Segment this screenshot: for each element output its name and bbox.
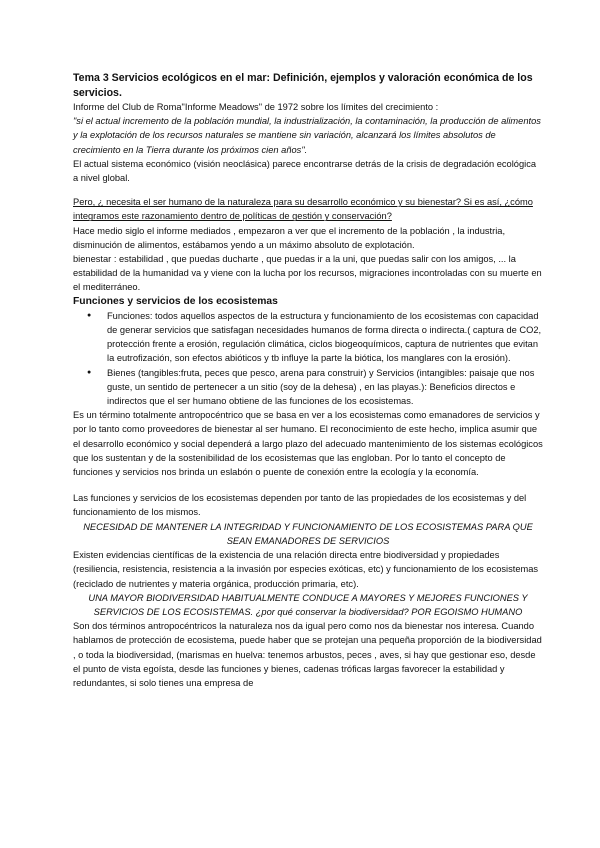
paragraph-antropocentrico: Es un término totalmente antropocéntrico que se basa en ver a los ecosistemas como emanadores de servicios y por lo tanto como proveedores de bienestar al ser humano. El reconocimiento de este hecho, implica asumir que el desarrollo económico y social dependerá a largo plazo del adecuado mantenimiento de los sistemas ecológicos que los sustentan y de la sostenibilidad de los ecosistemas que las engloban. Por lo tanto el concepto de funciones y servicios nos brinda un eslabón o puente de conexión entre la ecología y la economía. — [73, 410, 543, 478]
document-body — [73, 71, 543, 690]
meadows-quote: "si el actual incremento de la población mundial, la industrialización, la contaminación, la producción de alimentos y la explotación de los recursos naturales se mantiene sin variación, alcanzará los límites absolutos de crecimiento en la Tierra durante los próximos cien años". — [73, 116, 541, 155]
key-question: Pero, ¿ necesita el ser humano de la naturaleza para su desarrollo económico y su bienestar? Si es así, ¿cómo integramos este razonamiento dentro de políticas de gestión y conservación? — [73, 197, 533, 222]
economic-system-text: El actual sistema económico (visión neoclásica) parece encontrarse detrás de la crisis de degradación ecológica a nivel global. — [73, 158, 537, 184]
bullet-list — [73, 309, 543, 408]
paragraph-half-century: Hace medio siglo el informe mediados , empezaron a ver que el incremento de la población , la industria, disminución de alimentos, estábamos yendo a un máximo absoluto de explotación. — [73, 225, 506, 250]
heading-integridad: NECESIDAD DE MANTENER LA INTEGRIDAD Y FUNCIONAMIENTO DE LOS ECOSISTEMAS PARA QUE SEAN EMANADORES DE SERVICIOS — [83, 521, 533, 546]
paragraph-bienestar: bienestar : estabilidad , que puedas ducharte , que puedas ir a la uni, que puedas salir con los amigos, ... la estabilidad de la humanidad va y viene con la lucha por los recursos, migraciones incontroladas con su muerte en el mediterráneo. — [73, 254, 542, 293]
document-title: Tema 3 Servicios ecológicos en el mar: Definición, ejemplos y valoración económica de los servicios. — [73, 72, 533, 99]
heading-biodiversidad: UNA MAYOR BIODIVERSIDAD HABITUALMENTE CONDUCE A MAYORES Y MEJORES FUNCIONES Y SERVICIOS DE LOS ECOSISTEMAS. ¿por qué conservar la biodiversidad? POR EGOISMO HUMANO — [88, 592, 528, 617]
report-reference: Informe del Club de Roma"Informe Meadows" de 1972 sobre los límites del crecimiento : — [73, 102, 439, 112]
paragraph-propiedades: Las funciones y servicios de los ecosistemas dependen por tanto de las propiedades de los ecosistemas y del funcionamiento de los mismos. — [73, 493, 527, 518]
bullet-item-funciones: ● Funciones: todos aquellos aspectos de la estructura y funcionamiento de los ecosistemas con capacidad de generar servicios que satisfagan necesidades humanos de forma directa o indirecta.( captura de CO2, protección frente a erosión, regulación climática, ciclos biogeoquímicos, captura de nutrientes que evitan la eutrofización, son efectos abióticos y tb influye la parte la biótica, los manglares con la erosión). — [87, 309, 543, 366]
bullet-item-bienes: ● Bienes (tangibles:fruta, peces que pesco, arena para construir) y Servicios (intangibles: paisaje que nos guste, un sentido de pertenecer a un sitio (soy de la dehesa) , en las playas.): Beneficios directos e indirectos que el ser humano obtiene de las funciones de los ecosistemas. — [87, 366, 543, 409]
section-title: Funciones y servicios de los ecosistemas — [73, 295, 278, 307]
paragraph-evidencias: Existen evidencias científicas de la existencia de una relación directa entre biodiversidad y propiedades (resiliencia, resistencia, resistencia a la invasión por especies exóticas, etc) y funcionamiento de los ecosistemas (reciclado de nutrientes y materia orgánica, producción primaria, etc). — [73, 550, 539, 589]
paragraph-egoismo: Son dos términos antropocéntricos la naturaleza nos da igual pero como nos da bienestar nos interesa. Cuando hablamos de protección de ecosistema, puede haber que se protejan una pequeña proporción de la biodiversidad , o toda la biodiversidad, (marismas en huelva: tenemos arbustos, peces , aves, si hay que gestionar eso, desde el punto de vista egoísta, desde las funciones y bienes, cadenas tróficas largas favorecer la estabilidad y redundantes, si solo tienes una empresa de — [73, 621, 542, 688]
